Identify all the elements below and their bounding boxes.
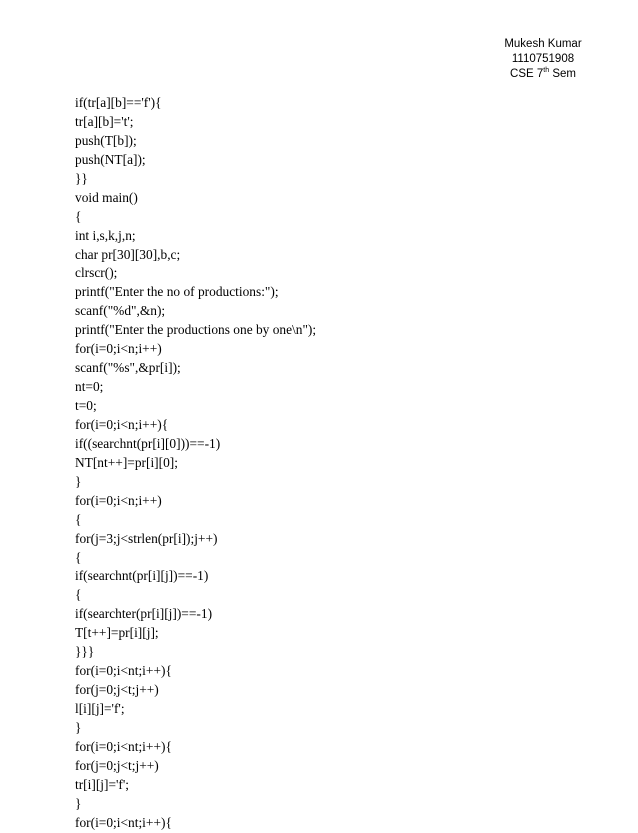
code-line: l[i][j]='f';: [75, 701, 125, 716]
code-line: if((searchnt(pr[i][0]))==-1): [75, 435, 221, 451]
code-line: {: [75, 587, 82, 603]
code-line: }: [75, 719, 82, 735]
code-line: int i,s,k,j,n;: [75, 227, 136, 243]
code-line: tr[a][b]='t';: [75, 113, 134, 129]
code-line: for(i=0;i<nt;i++){: [75, 814, 172, 830]
code-line: {: [75, 208, 82, 224]
code-line: t=0;: [75, 398, 97, 413]
code-line: scanf("%d",&n);: [75, 303, 166, 319]
code-line: if(searchnt(pr[i][j])==-1): [75, 568, 209, 584]
code-line: }}}: [75, 644, 95, 660]
course-suffix: Sem: [549, 68, 576, 80]
code-line: {: [75, 549, 82, 565]
code-line: for(i=0;i<n;i++){: [75, 416, 169, 432]
code-line: if(searchter(pr[i][j])==-1): [75, 606, 213, 622]
author-name: Mukesh Kumar: [504, 38, 582, 50]
course-prefix: CSE 7: [510, 68, 544, 80]
code-line: for(i=0;i<n;i++): [75, 492, 162, 508]
code-line: T[t++]=pr[i][j];: [75, 625, 159, 641]
code-line: if(tr[a][b]=='f'){: [75, 95, 162, 110]
roll-number: 1110751908: [511, 53, 575, 65]
code-line: for(j=0;j<t;j++): [75, 757, 159, 773]
code-line: tr[i][j]='f';: [75, 776, 130, 792]
page-header: [488, 37, 598, 82]
code-line: }: [75, 473, 82, 489]
code-line: }: [75, 795, 82, 811]
code-line: void main(): [75, 189, 138, 205]
code-line: for(i=0;i<nt;i++){: [75, 663, 172, 679]
code-line: scanf("%s",&pr[i]);: [75, 360, 181, 376]
code-line: for(j=3;j<strlen(pr[i]);j++): [75, 530, 218, 546]
code-line: for(j=0;j<t;j++): [75, 682, 159, 698]
code-line: NT[nt++]=pr[i][0];: [75, 454, 178, 470]
code-line: nt=0;: [75, 379, 104, 395]
code-line: for(i=0;i<nt;i++){: [75, 738, 172, 754]
code-line: clrscr();: [75, 265, 118, 281]
code-listing: [75, 94, 595, 833]
code-line: push(NT[a]);: [75, 151, 146, 167]
code-line: for(i=0;i<n;i++): [75, 341, 162, 357]
code-line: push(T[b]);: [75, 132, 137, 148]
code-line: char pr[30][30],b,c;: [75, 246, 181, 262]
code-line: printf("Enter the no of productions:");: [75, 284, 279, 300]
code-line: printf("Enter the productions one by one\n");: [75, 322, 317, 338]
code-line: {: [75, 511, 82, 527]
course-ordinal-suffix: th: [543, 67, 550, 75]
course-semester: [488, 67, 598, 82]
code-line: }}: [75, 170, 88, 186]
